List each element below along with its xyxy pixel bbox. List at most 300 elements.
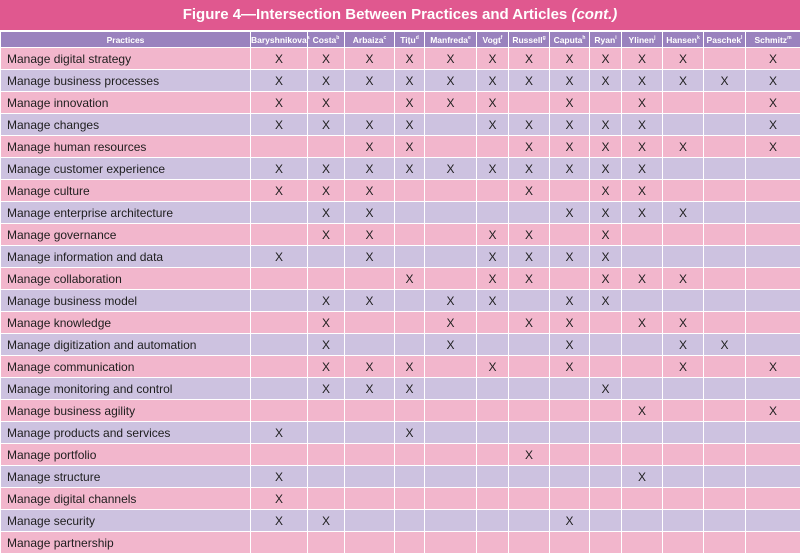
intersection-mark: X [274,51,283,66]
intersection-cell [746,532,801,554]
intersection-cell [251,202,308,224]
intersection-cell [704,466,746,488]
intersection-mark: X [565,73,574,88]
practice-name: Manage information and data [1,246,251,268]
author-footnote-mark: m [787,34,792,41]
intersection-cell [622,334,663,356]
intersection-mark: X [446,315,455,330]
intersection-mark: X [524,161,533,176]
intersection-mark: X [678,315,687,330]
author-footnote-mark: i [615,34,617,41]
header-practices: Practices [1,32,251,48]
intersection-mark: X [768,95,777,110]
intersection-cell [622,158,663,180]
intersection-cell [746,290,801,312]
intersection-cell [746,48,801,70]
intersection-cell [704,400,746,422]
intersection-cell [704,290,746,312]
header-author-11 [704,32,746,48]
intersection-cell [622,114,663,136]
intersection-mark: X [446,337,455,352]
intersection-cell [622,378,663,400]
intersection-cell [477,466,509,488]
intersection-cell [704,510,746,532]
intersection-mark: X [524,249,533,264]
intersection-mark: X [524,139,533,154]
intersection-cell [308,158,345,180]
author-footnote-mark: d [415,34,419,41]
intersection-mark: X [565,337,574,352]
intersection-cell [550,202,590,224]
intersection-mark: X [321,513,330,528]
practice-name: Manage business agility [1,400,251,422]
table-row [1,114,801,136]
intersection-cell [746,246,801,268]
intersection-cell [622,202,663,224]
intersection-cell [425,400,477,422]
intersection-cell [395,488,425,510]
intersection-cell [590,268,622,290]
intersection-mark: X [768,117,777,132]
intersection-cell [308,532,345,554]
intersection-cell [590,202,622,224]
intersection-cell [308,444,345,466]
intersection-cell [663,488,704,510]
intersection-mark: X [524,315,533,330]
intersection-mark: X [488,227,497,242]
intersection-mark: X [637,315,646,330]
intersection-cell [425,70,477,92]
intersection-cell [509,136,550,158]
intersection-cell [590,136,622,158]
table-row [1,378,801,400]
intersection-cell [509,70,550,92]
intersection-cell [308,400,345,422]
table-row [1,70,801,92]
intersection-mark: X [637,205,646,220]
intersection-mark: X [405,51,414,66]
author-footnote-mark: c [383,34,387,41]
intersection-cell [425,510,477,532]
intersection-mark: X [321,337,330,352]
intersection-cell [477,378,509,400]
table-row [1,356,801,378]
intersection-cell [622,510,663,532]
practice-name: Manage digitization and automation [1,334,251,356]
intersection-cell [308,510,345,532]
intersection-cell [345,290,395,312]
intersection-cell [345,136,395,158]
intersection-cell [345,114,395,136]
intersection-cell [345,444,395,466]
intersection-cell [550,532,590,554]
practice-name: Manage monitoring and control [1,378,251,400]
intersection-cell [425,334,477,356]
intersection-cell [663,312,704,334]
intersection-mark: X [405,139,414,154]
intersection-mark: X [601,51,610,66]
practice-name: Manage digital strategy [1,48,251,70]
intersection-cell [746,92,801,114]
intersection-cell [590,510,622,532]
intersection-cell [704,48,746,70]
intersection-mark: X [678,139,687,154]
intersection-mark: X [405,161,414,176]
intersection-cell [704,136,746,158]
intersection-cell [395,444,425,466]
intersection-mark: X [321,381,330,396]
intersection-cell [704,532,746,554]
intersection-cell [550,70,590,92]
author-name: Ryan [594,34,616,45]
practice-name: Manage governance [1,224,251,246]
header-author-6 [509,32,550,48]
intersection-cell [622,48,663,70]
intersection-cell [395,510,425,532]
intersection-cell [746,378,801,400]
intersection-cell [345,532,395,554]
intersection-cell [345,268,395,290]
intersection-cell [590,356,622,378]
intersection-cell [663,180,704,202]
intersection-cell [395,114,425,136]
intersection-mark: X [720,73,729,88]
header-author-12 [746,32,801,48]
intersection-mark: X [637,73,646,88]
intersection-mark: X [488,249,497,264]
intersection-cell [308,290,345,312]
intersection-mark: X [768,139,777,154]
intersection-cell [550,488,590,510]
table-body [1,48,801,554]
intersection-mark: X [488,51,497,66]
intersection-cell [746,356,801,378]
intersection-mark: X [488,95,497,110]
table-row [1,312,801,334]
intersection-mark: X [274,425,283,440]
intersection-cell [251,136,308,158]
intersection-cell [622,400,663,422]
intersection-cell [550,48,590,70]
intersection-cell [395,334,425,356]
intersection-cell [395,400,425,422]
intersection-cell [308,246,345,268]
intersection-cell [622,356,663,378]
intersection-mark: X [565,293,574,308]
intersection-cell [308,356,345,378]
intersection-mark: X [565,315,574,330]
practice-name: Manage culture [1,180,251,202]
intersection-cell [622,180,663,202]
intersection-cell [663,400,704,422]
intersection-cell [663,224,704,246]
intersection-mark: X [274,161,283,176]
intersection-mark: X [601,73,610,88]
intersection-cell [590,532,622,554]
intersection-cell [395,312,425,334]
intersection-cell [746,312,801,334]
intersection-cell [704,356,746,378]
intersection-cell [622,422,663,444]
intersection-cell [663,334,704,356]
intersection-cell [477,224,509,246]
intersection-cell [746,268,801,290]
header-author-1 [308,32,345,48]
intersection-cell [622,466,663,488]
author-footnote-mark: b [336,34,340,41]
intersection-cell [590,488,622,510]
intersection-cell [622,70,663,92]
author-name: Caputa [553,34,583,45]
intersection-cell [425,180,477,202]
intersection-mark: X [274,249,283,264]
intersection-cell [395,378,425,400]
intersection-mark: X [601,183,610,198]
intersection-mark: X [488,359,497,374]
intersection-cell [395,180,425,202]
intersection-cell [308,488,345,510]
table-row [1,466,801,488]
table-row [1,224,801,246]
intersection-mark: X [565,51,574,66]
author-footnote-mark: f [500,34,503,41]
intersection-cell [550,312,590,334]
practice-name: Manage products and services [1,422,251,444]
intersection-cell [509,356,550,378]
intersection-mark: X [678,51,687,66]
intersection-cell [550,422,590,444]
practice-name: Manage customer experience [1,158,251,180]
intersection-cell [425,312,477,334]
intersection-cell [509,532,550,554]
intersection-cell [509,378,550,400]
author-footnote-mark: g [542,34,546,41]
intersection-cell [251,422,308,444]
author-name: Hansen [666,34,697,45]
intersection-cell [509,202,550,224]
intersection-cell [746,466,801,488]
figure-title-text: Figure 4—Intersection Between Practices and Articles [182,6,568,23]
intersection-mark: X [565,513,574,528]
intersection-cell [590,422,622,444]
intersection-mark: X [488,271,497,286]
intersection-mark: X [768,359,777,374]
intersection-cell [477,488,509,510]
table-row [1,334,801,356]
intersection-mark: X [637,95,646,110]
intersection-cell [550,92,590,114]
intersection-mark: X [488,161,497,176]
practice-name: Manage portfolio [1,444,251,466]
intersection-mark: X [524,183,533,198]
practice-name: Manage innovation [1,92,251,114]
intersection-cell [704,180,746,202]
intersection-mark: X [365,205,374,220]
intersection-cell [395,224,425,246]
author-name: Vogt [482,34,501,45]
intersection-cell [509,180,550,202]
practice-name: Manage security [1,510,251,532]
intersection-cell [663,48,704,70]
intersection-cell [477,158,509,180]
intersection-cell [622,224,663,246]
intersection-cell [251,246,308,268]
intersection-mark: X [637,469,646,484]
intersection-mark: X [488,293,497,308]
intersection-cell [425,488,477,510]
intersection-cell [622,136,663,158]
intersection-cell [395,70,425,92]
intersection-mark: X [601,381,610,396]
intersection-cell [622,444,663,466]
intersection-cell [395,136,425,158]
intersection-cell [477,114,509,136]
intersection-cell [425,114,477,136]
intersection-cell [509,312,550,334]
intersection-cell [308,180,345,202]
intersection-mark: X [601,117,610,132]
intersection-cell [308,422,345,444]
intersection-mark: X [365,249,374,264]
intersection-cell [251,224,308,246]
intersection-cell [425,268,477,290]
intersection-mark: X [565,95,574,110]
header-author-4 [425,32,477,48]
intersection-cell [251,48,308,70]
intersection-mark: X [637,139,646,154]
intersection-cell [251,488,308,510]
header-author-2 [345,32,395,48]
intersection-mark: X [524,447,533,462]
table-row [1,180,801,202]
intersection-cell [477,356,509,378]
intersection-mark: X [321,117,330,132]
intersection-mark: X [321,95,330,110]
practice-name: Manage changes [1,114,251,136]
table-row [1,532,801,554]
intersection-cell [746,158,801,180]
intersection-mark: X [321,227,330,242]
intersection-mark: X [321,51,330,66]
intersection-cell [663,510,704,532]
intersection-cell [590,466,622,488]
intersection-cell [477,400,509,422]
author-name: Russell [512,34,543,45]
intersection-cell [663,466,704,488]
intersection-mark: X [446,73,455,88]
intersection-cell [345,422,395,444]
intersection-mark: X [601,205,610,220]
table-row [1,268,801,290]
intersection-cell [425,224,477,246]
intersection-cell [550,158,590,180]
intersection-mark: X [321,161,330,176]
intersection-mark: X [405,271,414,286]
intersection-cell [509,224,550,246]
intersection-cell [477,312,509,334]
intersection-cell [251,510,308,532]
intersection-mark: X [565,139,574,154]
intersection-cell [590,246,622,268]
intersection-cell [509,158,550,180]
intersection-cell [425,158,477,180]
intersection-cell [550,466,590,488]
intersection-cell [746,510,801,532]
intersection-cell [746,400,801,422]
intersection-mark: X [405,73,414,88]
author-name: Ylinen [628,34,655,45]
intersection-cell [477,92,509,114]
practice-name: Manage knowledge [1,312,251,334]
intersection-cell [477,70,509,92]
intersection-cell [345,48,395,70]
author-footnote-mark: e [468,34,471,41]
intersection-cell [509,48,550,70]
intersection-mark: X [601,271,610,286]
intersection-cell [704,268,746,290]
intersection-cell [509,510,550,532]
intersection-cell [425,92,477,114]
intersection-mark: X [601,161,610,176]
author-footnote-mark: k [696,34,700,41]
intersection-cell [308,268,345,290]
intersection-cell [663,114,704,136]
intersection-cell [704,312,746,334]
intersection-cell [746,224,801,246]
intersection-cell [395,48,425,70]
practice-name: Manage human resources [1,136,251,158]
intersection-mark: X [321,315,330,330]
intersection-cell [663,356,704,378]
intersection-cell [425,246,477,268]
intersection-cell [550,224,590,246]
intersection-mark: X [365,293,374,308]
intersection-mark: X [405,381,414,396]
table-row [1,290,801,312]
header-author-10 [663,32,704,48]
intersection-cell [395,92,425,114]
intersection-mark: X [524,117,533,132]
intersection-cell [425,202,477,224]
intersection-cell [477,532,509,554]
intersection-cell [345,92,395,114]
intersection-cell [622,532,663,554]
intersection-mark: X [405,117,414,132]
intersection-cell [746,136,801,158]
intersection-cell [622,488,663,510]
intersection-cell [663,70,704,92]
intersection-mark: X [274,183,283,198]
intersection-cell [251,444,308,466]
intersection-cell [477,334,509,356]
header-author-9 [622,32,663,48]
intersection-cell [590,312,622,334]
header-author-0 [251,32,308,48]
intersection-mark: X [637,51,646,66]
intersection-mark: X [365,139,374,154]
intersection-cell [477,268,509,290]
figure-title [0,0,800,30]
intersection-cell [395,466,425,488]
author-name: Baryshnikova [251,34,307,45]
intersection-mark: X [565,205,574,220]
intersection-cell [345,510,395,532]
intersection-mark: X [321,73,330,88]
header-author-8 [590,32,622,48]
intersection-cell [663,92,704,114]
intersection-cell [477,48,509,70]
intersection-cell [622,290,663,312]
